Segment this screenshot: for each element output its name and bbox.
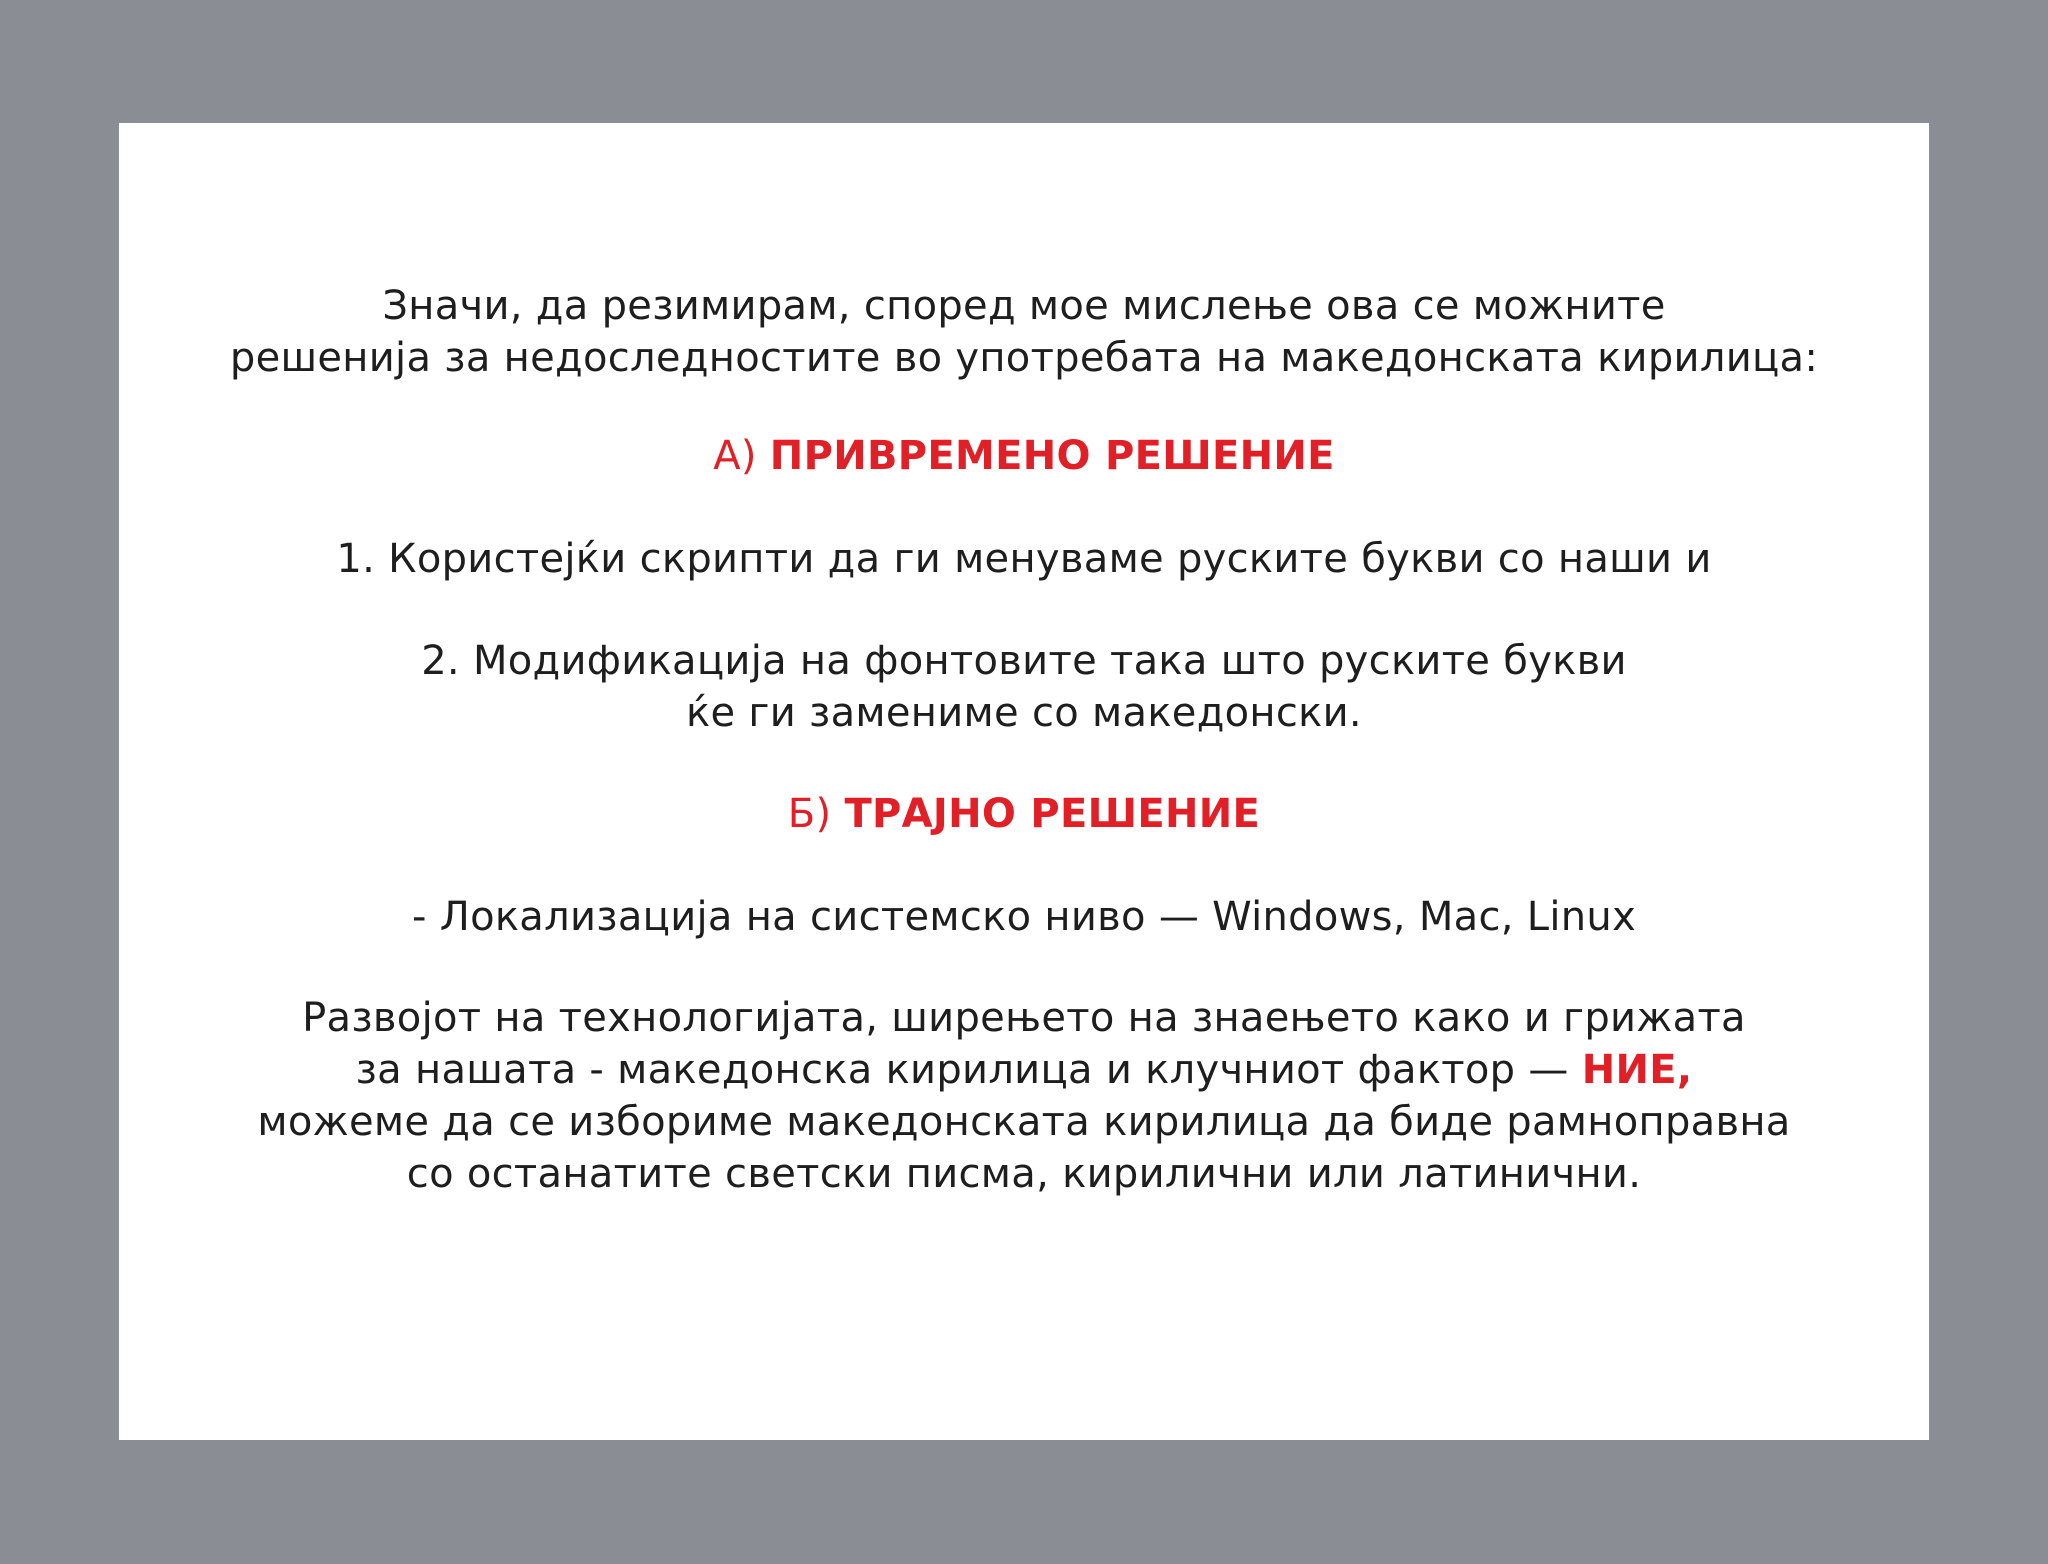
section-a-title: ПРИВРЕМЕНО РЕШЕНИЕ — [769, 433, 1335, 479]
conclusion-line-2 — [119, 1044, 1929, 1096]
section-b-prefix: Б) — [787, 791, 832, 837]
conclusion-emphasis: НИЕ, — [1581, 1047, 1693, 1093]
intro-line-2: решенија за недоследностите во употребата на македонската кирилица: — [229, 335, 1819, 381]
list-item-2-line-1: 2. Модификација на фонтовите така што руските букви — [421, 638, 1627, 684]
localization-line: - Локализација на системско ниво — Windows, Mac, Linux — [411, 894, 1637, 940]
conclusion-line-2-text: за нашата - македонска кирилица и клучниот фактор — — [355, 1047, 1569, 1093]
section-b-heading — [119, 788, 1929, 840]
section-a-prefix: А) — [713, 433, 757, 479]
slide — [119, 123, 1929, 1440]
section-a-heading — [119, 430, 1929, 482]
list-item-2-line-2: ќе ги замениме со македонски. — [686, 690, 1362, 736]
intro-line-1: Значи, да резимирам, според мое мислење ова се можните — [382, 283, 1666, 329]
conclusion-line-3: можеме да се избориме македонската кирилица да биде рамноправна — [257, 1099, 1791, 1145]
conclusion-line-1: Развојот на технологијата, ширењето на знаењето како и грижата — [302, 995, 1746, 1041]
conclusion-line-4: со останатите светски писма, кирилични или латинични. — [406, 1151, 1642, 1197]
list-item-1: 1. Користејќи скрипти да ги менуваме руските букви со наши и — [336, 536, 1712, 582]
section-b-title: ТРАЈНО РЕШЕНИЕ — [844, 791, 1261, 837]
